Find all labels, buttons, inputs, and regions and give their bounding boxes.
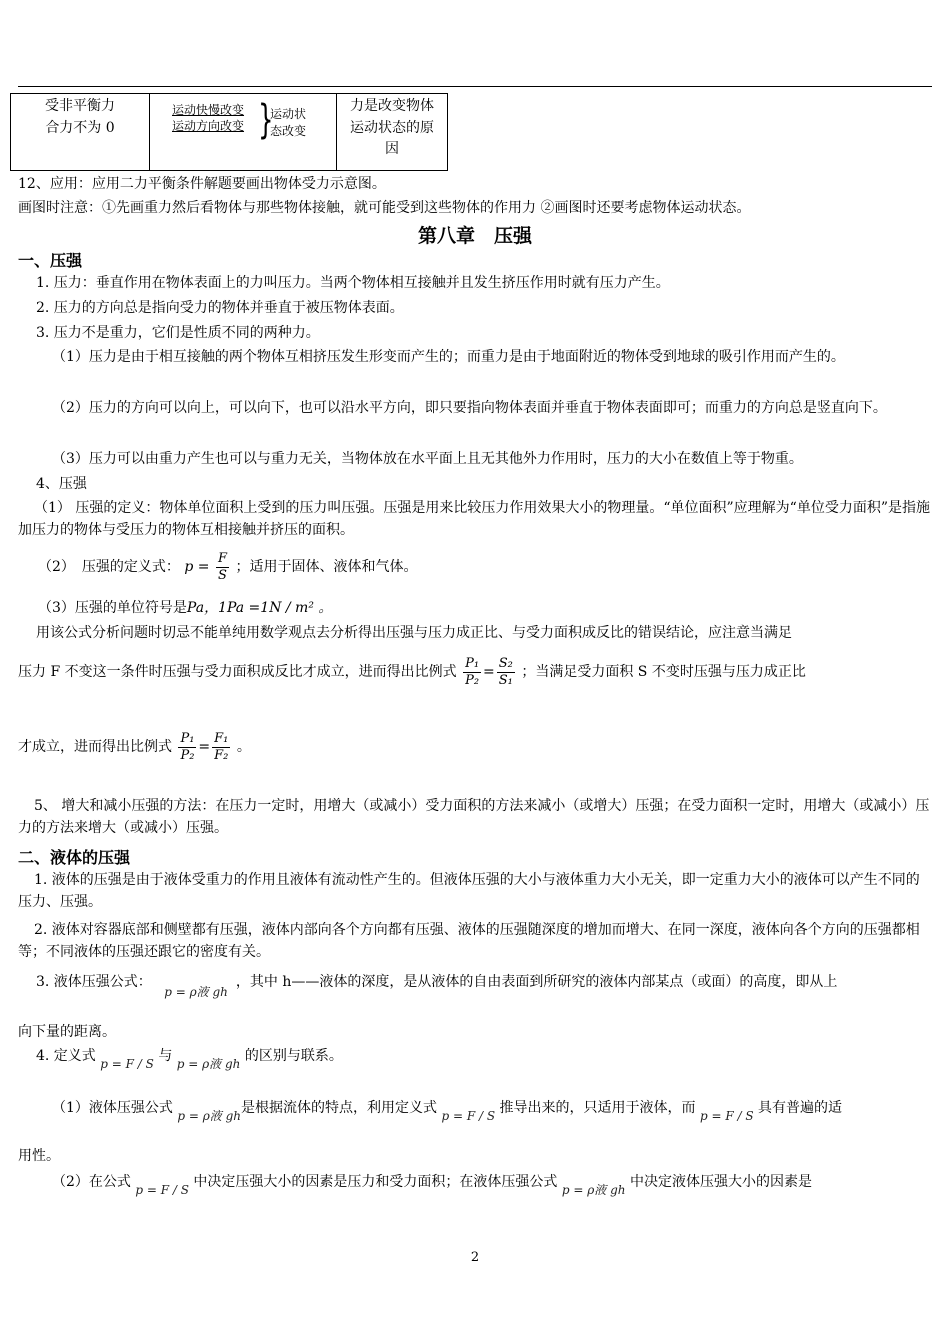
formula-note-line2: 压力 F 不变这一条件时压强与受力面积成反比才成立，进而得出比例式 $\frac{\text{P₁}}{\text{P₂}}$ = $\frac{\text{S₂}}{\text{S₁}}$ ；当满足受力面积 S 不变时压强与压力成正比 xyxy=(18,656,806,688)
fraction-s2-s1: $\frac{\text{S₂}}{\text{S₁}}$ xyxy=(498,656,513,688)
pressure-definition-formula: （2） 压强的定义式： p = $\frac{F}{S}$ ；适用于固体、液体和气体。 xyxy=(38,551,418,583)
fraction-p1-p2: $\frac{\text{P₁}}{\text{P₂}}$ xyxy=(465,656,480,688)
liquid-formula-tail: 向下量的距离。 xyxy=(18,1024,116,1040)
section-title-liquid-pressure: 二、液体的压强 xyxy=(18,848,131,867)
force-motion-table xyxy=(10,93,448,171)
list-item: 3. 压力不是重力，它们是性质不同的两种力。 xyxy=(36,325,320,341)
paragraph-12-note: 画图时注意：①先画重力然后看物体与那些物体接触，就可能受到这些物体的作用力 ②画图时还要考虑物体运动状态。 xyxy=(18,200,751,216)
list-item: （2）压力的方向可以向上，可以向下，也可以沿水平方向，即只要指向物体表面并垂直于物体表面即可；而重力的方向总是竖直向下。 xyxy=(52,400,887,416)
list-item: （1） 压强的定义：物体单位面积上受到的压力叫压强。压强是用来比较压力作用效果大小的物理量。“单位面积”应理解为“单位受力面积”是指施加压力的物体与受压力的物体互相接触并挤压的面积。 xyxy=(18,500,930,538)
table-row xyxy=(11,94,448,171)
fraction-p1-p2-b: $\frac{\text{P₁}}{\text{P₂}}$ xyxy=(180,731,195,763)
list-item: 2. 液体对容器底部和侧壁都有压强，液体内部向各个方向都有压强、液体的压强随深度的增加而增大、在同一深度，液体向各个方向的压强都相等；不同液体的压强还跟它的密度有关。 xyxy=(18,922,920,960)
formula-note-line1: 用该公式分析问题时切忌不能单纯用数学观点去分析得出压强与压力成正比、与受力面积成反比的错误结论，应注意当满足 xyxy=(36,625,792,641)
table-cell-change xyxy=(150,94,337,171)
list-item: 1. 压力：垂直作用在物体表面上的力叫压力。当两个物体相互接触并且发生挤压作用时就有压力产生。 xyxy=(36,275,670,291)
fraction-f-over-s: $\frac{F}{S}$ xyxy=(217,551,228,583)
table-cell-conclusion: 力是改变物体 运动状态的原 因 xyxy=(337,94,448,171)
change-direction-label: 运动方向改变 xyxy=(172,119,245,134)
list-item: （3）压力可以由重力产生也可以与重力无关，当物体放在水平面上且无其他外力作用时，压力的大小在数值上等于物重。 xyxy=(52,451,803,467)
change-speed-label: 运动快慢改变 xyxy=(172,103,245,117)
section-title-pressure: 一、压强 xyxy=(18,251,83,270)
comparison-point-1: （1）液体压强公式 p = ρ液 gh是根据流体的特点，利用定义式 p = F / S 推导出来的，只适用于液体，而 p = F / S 具有普遍的适 xyxy=(52,1100,843,1123)
list-item: 2. 压力的方向总是指向受力的物体并垂直于被压物体表面。 xyxy=(36,300,404,316)
comparison-point-1-tail: 用性。 xyxy=(18,1148,60,1164)
liquid-pressure-formula: p = ρ液 gh xyxy=(164,985,228,999)
brace-label: 运动状 态改变 xyxy=(270,107,307,138)
formula-note-line3: 才成立，进而得出比例式 $\frac{\text{P₁}}{\text{P₂}}$ = $\frac{\text{F₁}}{\text{F₂}}$ 。 xyxy=(18,731,251,763)
paragraph-12: 12、应用：应用二力平衡条件解题要画出物体受力示意图。 xyxy=(18,176,386,192)
chapter-title: 第八章 压强 xyxy=(417,225,532,247)
list-item: （1）压力是由于相互接触的两个物体互相挤压发生形变而产生的；而重力是由于地面附近的物体受到地球的吸引作用而产生的。 xyxy=(52,349,845,365)
table-cell-condition: 受非平衡力 合力不为 0 xyxy=(11,94,150,171)
page-number: 2 xyxy=(470,1250,480,1265)
list-item: 5、 增大和减小压强的方法：在压力一定时，用增大（或减小）受力面积的方法来减小（或增大）压强；在受力面积一定时，用增大（或减小）压力的方法来增大（或减小）压强。 xyxy=(18,798,930,836)
comparison-point-2: （2）在公式 p = F / S 中决定压强大小的因素是压力和受力面积；在液体压强公式 p = ρ液 gh 中决定液体压强大小的因素是 xyxy=(52,1174,812,1197)
list-item: 1. 液体的压强是由于液体受重力的作用且液体有流动性产生的。但液体压强的大小与液体重力大小无关，即一定重力大小的液体可以产生不同的压力、压强。 xyxy=(18,872,920,910)
list-item: 4、压强 xyxy=(36,476,87,492)
fraction-f1-f2: $\frac{\text{F₁}}{\text{F₂}}$ xyxy=(214,731,229,763)
header-rule xyxy=(18,86,932,87)
pressure-unit: （3）压强的单位符号是Pa，1Pa =1N / m² 。 xyxy=(38,600,333,616)
right-brace-icon: } xyxy=(258,97,274,143)
definition-formula: p = F / S xyxy=(100,1057,154,1071)
definition-vs-liquid-line: 4. 定义式 p = F / S 与 p = ρ液 gh 的区别与联系。 xyxy=(36,1048,343,1071)
liquid-formula-line: 3. 液体压强公式： p = ρ液 gh，其中 h——液体的深度，是从液体的自由表面到所研究的液体内部某点（或面）的高度，即从上 xyxy=(36,974,838,999)
liquid-pressure-formula: p = ρ液 gh xyxy=(176,1057,241,1071)
